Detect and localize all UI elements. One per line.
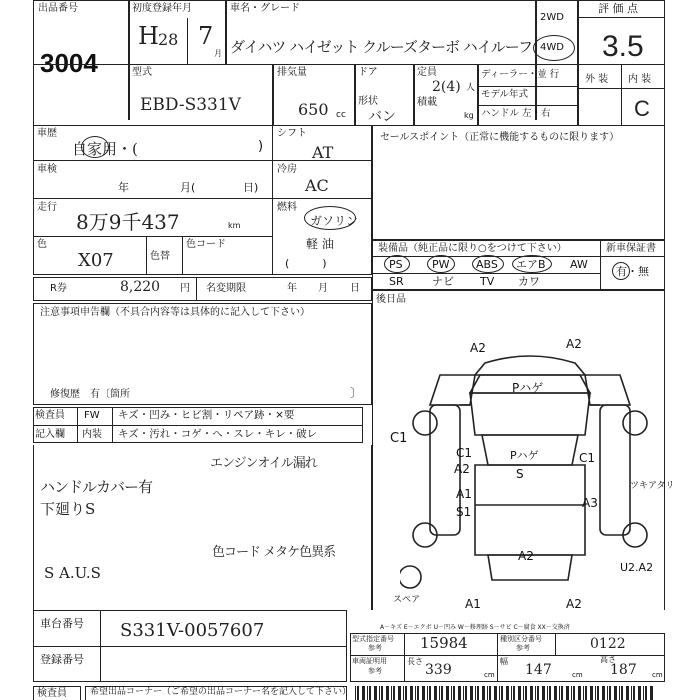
mark-left-rear: A1 [456,487,472,501]
pw-circle [427,255,455,273]
mark-front-left: A2 [470,341,486,355]
mileage-unit: km [228,221,241,230]
inspection-year: 年 [118,181,129,194]
drive-4wd: 4WD [540,42,564,53]
interior-row-label: 内装 [82,429,102,440]
barcode-bar [583,686,584,700]
reg-year: 28 [158,30,179,49]
barcode-bar [518,686,521,700]
barcode-bar [429,686,431,700]
capacity-label: 定員 [417,67,437,78]
length-value: 339 [425,662,452,678]
barcode-bar [501,686,503,700]
mark-spare: スペア [393,595,421,605]
inspection-label: 車検 [37,164,57,175]
barcode-bar [513,686,515,700]
history-value: 自家用・( [72,140,138,158]
type-label: 型式 [132,67,152,78]
barcode-bar [487,686,488,700]
barcode-bar [417,686,419,700]
type-value: EBD-S331V [140,95,241,115]
mark-rear-right: U2.A2 [620,561,654,574]
barcode-bar [439,686,440,700]
barcode-bar [530,686,533,700]
barcode-bar [463,686,464,700]
note-color-code: 色コード メタケ色異系 [212,545,336,560]
barcode-bar [645,686,647,700]
equip-ps: PS [389,258,403,271]
barcode-bar [410,686,413,700]
disp-value: 650 [298,100,329,119]
barcode-bar [573,686,575,700]
height-label: 高さ [600,655,616,664]
month-unit: 月 [214,49,222,58]
exterior-label: 外 装 [585,74,609,85]
barcode-bar [571,686,572,700]
inspection-month: 月( [180,181,196,194]
handle-label: ハンドル 左・右 [481,108,551,119]
equip-aw: AW [570,258,588,271]
note-handle-cover: ハンドルカバー有 [40,478,153,496]
barcode-bar [422,686,425,700]
reg-label: 登録番号 [40,653,84,666]
cert-value: 15984 [420,634,468,652]
mark-side-note: ツキアタリ [630,481,675,491]
name-change-year: 年 [287,283,297,294]
barcode-bar [391,686,392,700]
recycle-unit: 円 [180,283,190,294]
disp-unit: cc [336,110,346,120]
grade-value: 3.5 [602,30,644,63]
barcode-bar [597,686,599,700]
equip-leather: カワ [518,275,540,288]
barcode-bar [451,686,452,700]
barcode-bar [362,686,365,700]
fuel-value: ガソリン [310,214,359,228]
barcode-bar [621,686,623,700]
mark-roof: Pハゲ [510,449,539,462]
notes-area [33,445,372,610]
legend-codes: A－キズ E－エクボ U－凹み W－修理跡 S－サビ C－腐食 XX－交換済 [380,624,570,631]
color-change-label: 色替 [150,251,170,262]
barcode-bar [415,686,416,700]
barcode-bar [458,686,461,700]
barcode-bar [547,686,548,700]
barcode-bar [434,686,437,700]
barcode-bar [357,686,359,700]
barcode-bar [631,686,632,700]
barcode-bar [602,686,605,700]
interior-label: 内 装 [628,74,652,85]
chassis-label: 車台番号 [40,617,84,630]
warranty-label: 新車保証書 [606,243,656,254]
equip-sr: SR [389,275,404,288]
dim-sub: 参考 [368,667,382,675]
entry-label: 記入欄 [35,429,65,440]
cert-label: 型式指定番号 [352,635,394,643]
barcode-bar [381,686,383,700]
lot-label: 出品番号 [38,3,78,14]
model-label: 車名・グレード [230,3,300,14]
width-value: 147 [525,662,552,678]
barcode-bar [566,686,569,700]
dealer-label: ディーラー・並 行 [481,69,560,80]
rear-seat-label: 後日品 [376,294,406,305]
sales-points-label: セールスポイント（正常に機能するものに限ります） [380,132,620,143]
barcode-bar [626,686,629,700]
barcode-bar [523,686,524,700]
barcode-bar [537,686,539,700]
barcode-bar [393,686,395,700]
barcode-bar [595,686,596,700]
class-sub: 参考 [516,644,530,652]
barcode-bar [525,686,527,700]
fuel-circle [304,206,359,230]
footer-wish-label: 希望出品コーナー（ご希望の出品コーナー名を記入して下さい） [90,687,352,697]
mark-left-door2: A2 [454,462,470,476]
grade-label: 評 価 点 [598,2,638,15]
load-label: 積載 [417,97,437,108]
dim-label: 車両証明用 [352,657,387,665]
barcode-bar [441,686,443,700]
barcode-bar [369,686,371,700]
chassis-value: S331V-0057607 [120,620,265,641]
barcode-bar [607,686,608,700]
abs-circle [472,255,504,273]
load-unit: kg [464,111,474,120]
color-label: 色 [37,239,47,250]
barcode-bar [549,686,551,700]
barcode-bar [494,686,497,700]
airbag-circle [512,255,552,273]
ac-label: 冷房 [277,164,297,175]
mark-rear-corner: A2 [566,597,582,611]
note-sauce: S A.U.S [44,564,101,582]
mark-rear-door: A2 [518,549,534,563]
recycle-value: 8,220 [120,279,161,295]
warranty-opts: 有・無 [616,265,649,278]
cert-sub: 参考 [368,644,382,652]
equip-pw: PW [432,258,450,271]
repair-close: 〕 [350,386,363,400]
shift-value: AT [312,143,334,162]
mark-right-rear: A3 [582,496,598,510]
barcode-bar [405,686,407,700]
history-circle [81,136,109,158]
barcode-bar [650,686,653,700]
barcode-bar [477,686,479,700]
name-change-month: 月 [318,283,328,294]
notes-label: 注意事項申告欄（不具合内容等は具体的に記入して下さい） [40,307,310,318]
shift-label: シフト [277,128,307,139]
legend-int: キズ・汚れ・コゲ・へ・スレ・キレ・破レ [118,428,318,440]
barcode-bar [482,686,485,700]
barcode-bar [506,686,509,700]
barcode-bar [554,686,557,700]
barcode-bar [379,686,380,700]
model-name: ダイハツ ハイゼット クルーズターボ ハイルーフ [230,38,533,56]
mark-hood: Pハゲ [512,381,544,395]
barcode-bar [511,686,512,700]
warranty-circle [612,262,630,280]
drive-2wd: 2WD [540,12,564,23]
equip-abs: ABS [476,258,498,271]
barcode-bar [609,686,611,700]
interior-grade: C [634,96,650,121]
inspection-day: 日) [243,181,259,194]
barcode-bar [374,686,377,700]
name-change-day: 日 [350,283,360,294]
barcode-bar [367,686,368,700]
barcode-bar [559,686,560,700]
first-reg-label: 初度登録年月 [132,3,192,14]
barcode-bar [578,686,581,700]
class-value: 0122 [590,636,626,652]
mark-left-outer: C1 [390,431,408,446]
lot-number: 3004 [40,48,98,78]
barcode-bar [403,686,404,700]
class-label: 種別区分番号 [500,635,542,643]
barcode-bar [446,686,449,700]
footer-inspector-label: 検査員 [37,688,67,699]
equip-airbag: エアB [516,258,546,271]
history-label: 車歴 [37,128,57,139]
mileage-label: 走行 [37,202,57,213]
era: H [138,22,159,50]
barcode-bar [470,686,473,700]
mark-rear-bumper: A1 [465,597,481,611]
color-code-label: 色コード [186,239,226,250]
door-label: ドア [358,67,378,78]
barcode-bar [633,686,635,700]
legend-ext: キズ・凹み・ヒビ割・リペア跡・×要 [118,409,295,421]
barcode-bar [427,686,428,700]
color-value: X07 [78,250,114,271]
drive-4wd-circle [533,35,575,61]
mark-left-rear2: S1 [456,505,472,519]
barcode-bar [619,686,620,700]
shape-value: バン [368,109,396,125]
barcode-bar [643,686,644,700]
disp-label: 排気量 [277,67,307,78]
fuel-paren: ( ) [285,257,327,270]
barcode-bar [638,686,641,700]
barcode-bar [561,686,563,700]
width-label: 幅 [500,657,508,666]
barcode-bar [590,686,593,700]
barcode-bar [465,686,467,700]
mileage-value: 8万9千437 [76,210,180,234]
barcode-bar [535,686,536,700]
ac-value: AC [305,176,329,195]
mark-front-right: A2 [566,337,582,351]
barcode-bar [386,686,389,700]
name-change-label: 名変期限 [206,283,246,294]
barcode-bar [475,686,476,700]
fw-label: FW [84,410,100,421]
note-underside: 下廻りS [40,500,96,518]
barcode-bar [398,686,401,700]
inspector-label: 検査員 [35,410,65,421]
model-year-label: モデル年式 [481,89,529,100]
history-close: ) [258,139,264,154]
barcode-bar [614,686,617,700]
row2-frame [33,64,665,126]
equip-navi: ナビ [432,275,454,288]
reg-month: 7 [198,22,214,50]
height-unit: cm [652,671,663,679]
repair-label: 修復歴 有〔箇所 [50,389,130,400]
barcode-bar [499,686,500,700]
barcode-bar [489,686,491,700]
barcode [355,686,655,700]
length-label: 長さ [407,657,423,666]
barcode-bar [542,686,545,700]
capacity-value: 2(4) [432,79,461,95]
mark-roof-s: S [516,467,524,481]
barcode-bar [453,686,455,700]
mark-left-door: C1 [456,446,473,460]
width-unit: cm [572,671,583,679]
equipment-label: 装備品（純正品に限り○をつけて下さい） [378,243,567,254]
equip-tv: TV [480,275,495,288]
fuel-label: 燃料 [277,202,297,213]
barcode-bar [585,686,587,700]
recycle-label: R券 [50,283,67,294]
fuel-alt: 軽 油 [306,237,334,251]
mark-right-door: C1 [579,451,596,465]
height-value: 187 [610,662,637,678]
length-unit: cm [484,671,495,679]
note-engine-oil: エンジンオイル漏れ [210,456,317,471]
shape-label: 形状 [358,96,378,107]
capacity-unit: 人 [466,83,476,93]
ps-circle [384,255,410,273]
barcode-bar [355,686,356,700]
